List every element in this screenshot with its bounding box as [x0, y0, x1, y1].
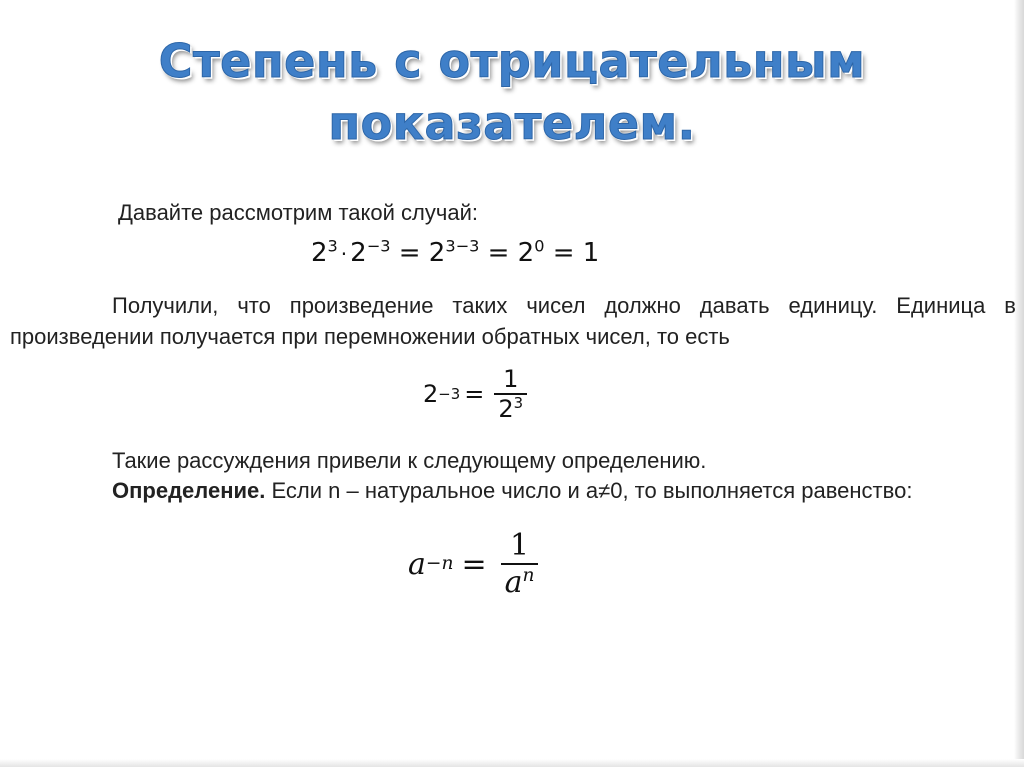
- formula1-exp-2: −3: [366, 236, 391, 256]
- formula2-equals: =: [464, 380, 485, 408]
- formula1-exp-1: 3: [327, 236, 338, 256]
- definition-text: Если n – натуральное число и a≠0, то выполняется равенство:: [265, 478, 913, 503]
- formula2-den-base: 2: [498, 395, 514, 423]
- paragraph-reciprocal-text: Получили, что произведение таких чисел должно давать единицу. Единица в произведении получается при перемножении обратных чисел, то есть: [10, 293, 1016, 349]
- formula1-equals-2: =: [487, 238, 510, 268]
- slide-title-line-2: показателем.: [328, 96, 696, 150]
- formula3-den-exp: n: [522, 565, 535, 586]
- intro-text: Давайте рассмотрим такой случай:: [118, 200, 478, 225]
- formula1-base-4: 2: [517, 238, 535, 268]
- formula3-den-base: a: [504, 565, 523, 600]
- formula2-numerator: 1: [503, 365, 519, 393]
- formula1-base-3: 2: [428, 238, 446, 268]
- formula3-numerator: 1: [509, 528, 530, 563]
- slide-title-line-1: Степень с отрицательным: [158, 34, 866, 88]
- formula2-den-exp: 3: [513, 394, 524, 412]
- formula2-denominator: [494, 395, 527, 423]
- formula2-fraction: [494, 365, 527, 423]
- formula3-denominator: [501, 565, 539, 600]
- formula-definition: a −n = $\frac{1}{a^n}$: [408, 528, 538, 600]
- formula-negative-three-power: 2 −3 = $\frac{1}{2^3}$: [423, 365, 527, 423]
- paragraph-reciprocal: [10, 290, 1016, 352]
- formula1-base-1: 2: [311, 238, 328, 268]
- formula3-equals: =: [461, 546, 487, 582]
- formula2-base: 2: [423, 380, 439, 408]
- formula1-equals-3: =: [552, 238, 575, 268]
- formula1-exp-3: 3−3: [445, 236, 480, 256]
- definition-label: Определение.: [112, 478, 266, 503]
- slide-title: [0, 30, 1024, 154]
- formula1-result: 1: [582, 238, 600, 268]
- slide-edge-shadow-bottom: [0, 759, 1024, 767]
- formula1-base-2: 2: [350, 238, 367, 268]
- paragraph-reasoning: Такие рассуждения привели к следующему определению.: [112, 448, 707, 473]
- formula1-exp-4: 0: [534, 236, 545, 256]
- paragraph-definition: [10, 475, 1016, 506]
- formula3-base: a: [408, 546, 426, 582]
- formula-product-of-powers: [311, 238, 599, 268]
- formula1-equals-1: =: [398, 238, 421, 268]
- formula3-fraction: [501, 528, 539, 600]
- formula1-dot: ·: [340, 242, 348, 266]
